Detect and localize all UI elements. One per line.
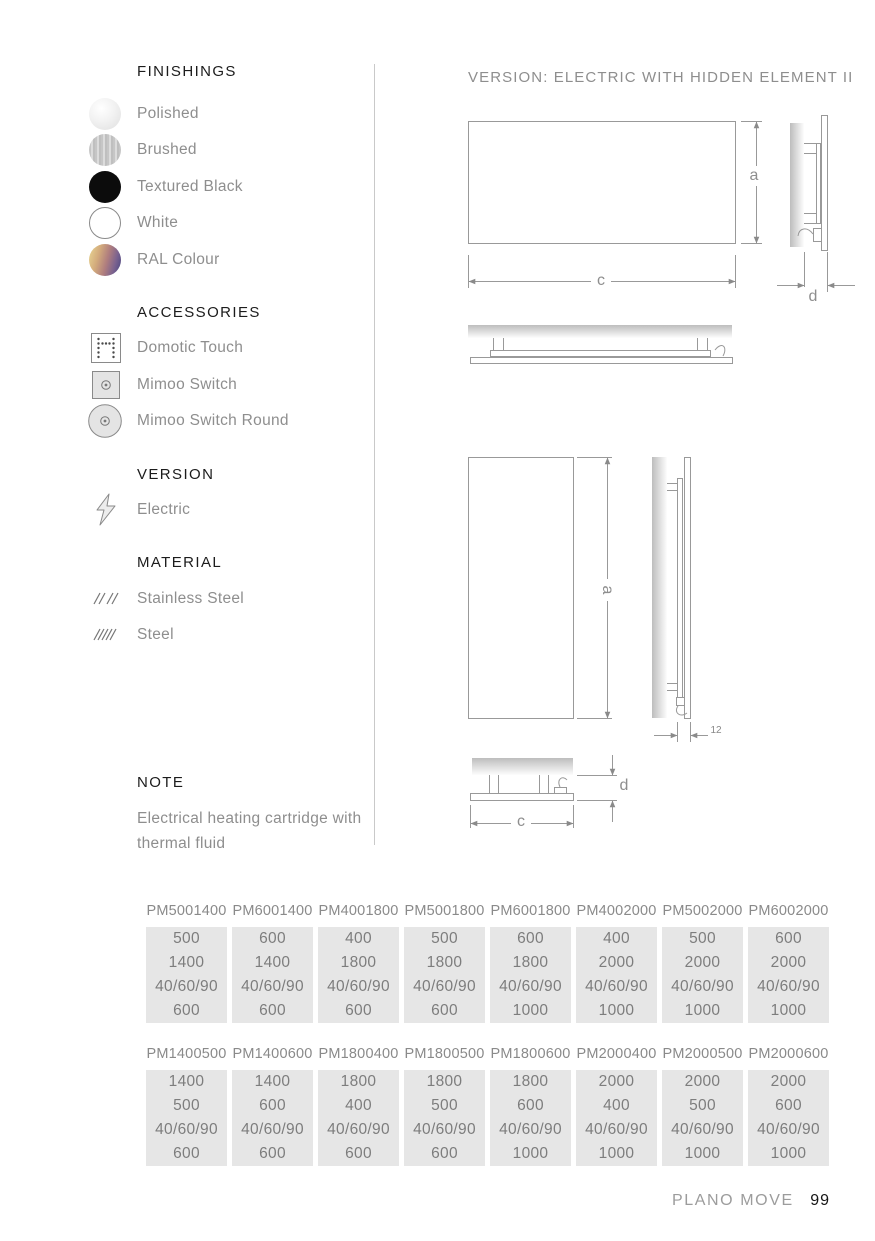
dim-label-c: c xyxy=(591,271,611,291)
spec-column-body xyxy=(662,927,743,1023)
spec-value: 400 xyxy=(345,1097,372,1114)
spec-value: 400 xyxy=(603,930,630,947)
spec-column xyxy=(748,1044,829,1166)
spec-value: 600 xyxy=(173,1002,200,1019)
note-title: NOTE xyxy=(137,774,185,791)
spec-value: 1800 xyxy=(426,954,463,971)
spec-value: 1800 xyxy=(512,954,549,971)
ral-colour-swatch-icon xyxy=(89,244,121,276)
spec-column xyxy=(490,901,571,1023)
product-code: PM5002000 xyxy=(662,903,743,919)
finishing-row-polished xyxy=(88,96,373,132)
textured-black-swatch-icon xyxy=(89,171,121,203)
spec-column-body xyxy=(404,927,485,1023)
accessory-row-mimoo-switch-round xyxy=(88,403,373,439)
spec-value: 1400 xyxy=(168,954,205,971)
product-code: PM2000600 xyxy=(748,1046,829,1062)
material-row-stainless-steel xyxy=(88,581,373,617)
product-code: PM6002000 xyxy=(748,903,829,919)
top-view-horizontal xyxy=(468,325,733,364)
accessories-title: ACCESSORIES xyxy=(137,304,261,321)
spec-value: 1000 xyxy=(684,1145,721,1162)
spec-value: 2000 xyxy=(770,954,807,971)
spec-column xyxy=(146,1044,227,1166)
spec-value: 40/60/90 xyxy=(413,1121,476,1138)
dim-label-c-bottom: c xyxy=(511,812,531,832)
spec-value: 2000 xyxy=(770,1073,807,1090)
spec-value: 600 xyxy=(259,930,286,947)
spec-table-vertical-models xyxy=(146,1044,829,1166)
spec-value: 600 xyxy=(517,1097,544,1114)
spec-value: 40/60/90 xyxy=(499,1121,562,1138)
accessory-label: Mimoo Switch xyxy=(137,376,238,393)
page-number: 99 xyxy=(810,1192,830,1209)
spec-value: 600 xyxy=(259,1097,286,1114)
product-code: PM5001800 xyxy=(404,903,485,919)
material-label: Stainless Steel xyxy=(137,590,245,607)
product-code: PM6001800 xyxy=(490,903,571,919)
spec-value: 40/60/90 xyxy=(757,978,820,995)
product-code: PM2000500 xyxy=(662,1046,743,1062)
product-code: PM1800600 xyxy=(490,1046,571,1062)
spec-value: 40/60/90 xyxy=(155,1121,218,1138)
spec-value: 500 xyxy=(689,1097,716,1114)
spec-value: 400 xyxy=(345,930,372,947)
product-name: PLANO MOVE xyxy=(671,1192,794,1209)
spec-value: 500 xyxy=(173,1097,200,1114)
material-title: MATERIAL xyxy=(137,554,223,571)
spec-value: 40/60/90 xyxy=(241,978,304,995)
stainless-hatch-icon xyxy=(92,591,122,607)
spec-value: 600 xyxy=(173,1145,200,1162)
side-view-horizontal xyxy=(777,116,855,293)
spec-value: 1400 xyxy=(254,1073,291,1090)
polished-swatch-icon xyxy=(89,98,121,130)
spec-value: 2000 xyxy=(598,954,635,971)
spec-value: 40/60/90 xyxy=(413,978,476,995)
spec-value: 1000 xyxy=(770,1145,807,1162)
spec-value: 600 xyxy=(345,1002,372,1019)
spec-value: 1800 xyxy=(512,1073,549,1090)
spec-value: 40/60/90 xyxy=(671,1121,734,1138)
spec-column-body xyxy=(232,1070,313,1166)
spec-value: 40/60/90 xyxy=(671,978,734,995)
spec-column xyxy=(146,901,227,1023)
spec-value: 500 xyxy=(431,1097,458,1114)
front-view-vertical xyxy=(469,458,613,719)
spec-column-body xyxy=(576,927,657,1023)
spec-column xyxy=(232,1044,313,1166)
finishing-label: Brushed xyxy=(137,141,197,158)
finishing-row-brushed xyxy=(88,132,373,168)
spec-column-body xyxy=(404,1070,485,1166)
version-title: VERSION xyxy=(137,466,215,483)
product-code: PM4001800 xyxy=(318,903,399,919)
spec-value: 1000 xyxy=(598,1145,635,1162)
spec-value: 600 xyxy=(431,1002,458,1019)
spec-column-body xyxy=(490,927,571,1023)
spec-column-body xyxy=(662,1070,743,1166)
accessory-label: Domotic Touch xyxy=(137,339,244,356)
spec-value: 1400 xyxy=(168,1073,205,1090)
spec-value: 1000 xyxy=(512,1002,549,1019)
accessory-label: Mimoo Switch Round xyxy=(137,412,289,429)
spec-column-body xyxy=(146,1070,227,1166)
spec-column-body xyxy=(318,1070,399,1166)
spec-value: 40/60/90 xyxy=(499,978,562,995)
product-code: PM1800500 xyxy=(404,1046,485,1062)
spec-column xyxy=(318,1044,399,1166)
finishing-label: RAL Colour xyxy=(137,251,220,268)
spec-column-body xyxy=(232,927,313,1023)
spec-value: 1800 xyxy=(340,1073,377,1090)
spec-column-body xyxy=(576,1070,657,1166)
material-label: Steel xyxy=(137,626,174,643)
technical-drawings xyxy=(440,100,875,870)
spec-value: 1000 xyxy=(770,1002,807,1019)
product-code: PM1400600 xyxy=(232,1046,313,1062)
spec-value: 40/60/90 xyxy=(585,978,648,995)
dim-label-d-bottom: d xyxy=(616,776,632,796)
white-swatch-icon xyxy=(89,207,121,239)
spec-column-body xyxy=(490,1070,571,1166)
spec-column xyxy=(490,1044,571,1166)
spec-value: 1400 xyxy=(254,954,291,971)
spec-value: 1800 xyxy=(340,954,377,971)
finishing-row-ral xyxy=(88,242,373,278)
spec-value: 600 xyxy=(431,1145,458,1162)
spec-value: 400 xyxy=(603,1097,630,1114)
spec-value: 2000 xyxy=(684,954,721,971)
side-view-vertical xyxy=(652,457,708,742)
domotic-touch-icon xyxy=(91,333,121,363)
spec-value: 2000 xyxy=(598,1073,635,1090)
spec-column xyxy=(318,901,399,1023)
spec-value: 500 xyxy=(689,930,716,947)
spec-column-body xyxy=(318,927,399,1023)
spec-value: 600 xyxy=(259,1145,286,1162)
spec-value: 600 xyxy=(775,930,802,947)
finishing-label: White xyxy=(137,214,179,231)
dim-label-a: a xyxy=(745,166,763,186)
product-code: PM6001400 xyxy=(232,903,313,919)
spec-column xyxy=(662,1044,743,1166)
front-view-horizontal xyxy=(469,122,763,289)
page-footer xyxy=(0,1192,830,1210)
spec-value: 500 xyxy=(173,930,200,947)
spec-value: 40/60/90 xyxy=(155,978,218,995)
vertical-divider xyxy=(374,64,375,845)
page-title: VERSION: ELECTRIC WITH HIDDEN ELEMENT II xyxy=(468,69,854,86)
product-code: PM1800400 xyxy=(318,1046,399,1062)
mimoo-switch-round-icon xyxy=(88,404,122,438)
product-code: PM4002000 xyxy=(576,903,657,919)
spec-value: 40/60/90 xyxy=(757,1121,820,1138)
spec-column-body xyxy=(748,927,829,1023)
spec-column-body xyxy=(146,927,227,1023)
version-label: Electric xyxy=(137,501,191,518)
finishing-row-white xyxy=(88,205,373,241)
finishing-label: Polished xyxy=(137,105,199,122)
note-text: Electrical heating cartridge with thermal fluid xyxy=(137,810,362,852)
spec-table-horizontal-models xyxy=(146,901,829,1023)
spec-value: 600 xyxy=(259,1002,286,1019)
spec-column-body xyxy=(748,1070,829,1166)
spec-column xyxy=(232,901,313,1023)
dim-label-d: d xyxy=(804,287,822,307)
accessory-row-domotic-touch xyxy=(88,330,373,366)
spec-value: 40/60/90 xyxy=(585,1121,648,1138)
spec-value: 1000 xyxy=(512,1145,549,1162)
mimoo-switch-icon xyxy=(92,371,120,399)
material-row-steel xyxy=(88,617,373,653)
product-code: PM5001400 xyxy=(146,903,227,919)
dim-label-a-vertical: a xyxy=(596,579,618,601)
steel-hatch-icon xyxy=(92,627,122,643)
spec-value: 40/60/90 xyxy=(241,1121,304,1138)
spec-value: 1000 xyxy=(684,1002,721,1019)
finishing-row-textured-black xyxy=(88,169,373,205)
spec-value: 1800 xyxy=(426,1073,463,1090)
spec-column xyxy=(576,901,657,1023)
product-code: PM2000400 xyxy=(576,1046,657,1062)
lightning-icon xyxy=(94,493,118,527)
spec-column xyxy=(662,901,743,1023)
spec-value: 500 xyxy=(431,930,458,947)
spec-value: 600 xyxy=(775,1097,802,1114)
spec-value: 600 xyxy=(517,930,544,947)
version-row-electric xyxy=(88,492,373,528)
spec-column xyxy=(748,901,829,1023)
finishing-label: Textured Black xyxy=(137,178,243,195)
brushed-swatch-icon xyxy=(89,134,121,166)
spec-column xyxy=(404,1044,485,1166)
product-code: PM1400500 xyxy=(146,1046,227,1062)
accessory-row-mimoo-switch xyxy=(88,367,373,403)
dim-label-12: 12 xyxy=(710,725,722,736)
spec-column xyxy=(404,901,485,1023)
finishings-title: FINISHINGS xyxy=(137,63,237,80)
spec-value: 2000 xyxy=(684,1073,721,1090)
spec-value: 1000 xyxy=(598,1002,635,1019)
bottom-view-vertical xyxy=(471,755,618,828)
spec-column xyxy=(576,1044,657,1166)
spec-value: 40/60/90 xyxy=(327,1121,390,1138)
spec-value: 40/60/90 xyxy=(327,978,390,995)
spec-value: 600 xyxy=(345,1145,372,1162)
